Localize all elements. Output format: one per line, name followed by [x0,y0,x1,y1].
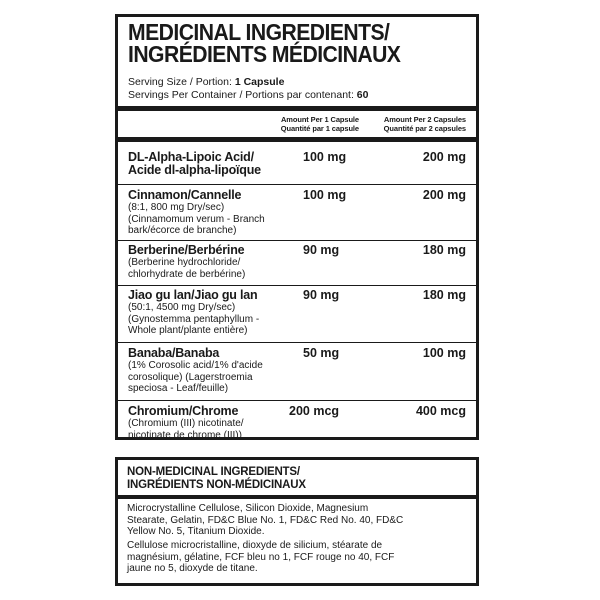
amount-2-capsules: 180 mg [422,288,466,302]
ingredient-name: Banaba/Banaba [128,346,220,360]
servings-value: 60 [356,89,369,101]
row-divider [118,184,476,185]
non-medicinal-title [127,466,306,492]
ingredient-name: Jiao gu lan/Jiao gu lan [128,288,258,302]
amount-2-capsules: 180 mg [422,243,466,257]
ingredient-description [128,257,245,280]
non-medicinal-ingredients-panel [115,457,479,586]
ingredient-name [128,151,261,177]
ingredient-description [128,418,244,441]
row-divider [118,342,476,343]
ingredient-description [128,360,263,395]
ingredient-description [128,302,259,337]
medicinal-title-fr: INGRÉDIENTS MÉDICINAUX [128,41,401,67]
description-line: (Gynostemma pentaphyllum - [128,313,260,325]
non-medicinal-list-fr [127,540,394,575]
amount-2-capsules: 200 mg [422,188,466,202]
amount-2-capsules: 100 mg [422,346,466,360]
medicinal-ingredients-panel [115,14,479,440]
medicinal-title [128,21,400,65]
list-line: magnésium, gélatine, FCF bleu no 1, FCF rouge no 40, FCF [127,551,395,563]
amount-1-capsule: 200 mcg [289,404,340,418]
column-header-1-capsule [281,115,359,133]
column-header-2-en: Amount Per 2 Capsules [383,115,466,124]
description-line: (Chromium (III) nicotinate/ [128,418,244,429]
row-divider [118,240,476,241]
description-line: Whole plant/plante entière) [128,325,248,336]
serving-size-label: Serving Size / Portion: [128,76,232,88]
non-medicinal-list-en [127,503,403,538]
description-line: (8:1, 800 mg Dry/sec) [128,202,225,213]
ingredient-name: Berberine/Berbérine [128,243,245,257]
row-divider [118,285,476,286]
amount-2-capsules: 200 mg [422,150,466,164]
ingredient-name: Cinnamon/Cannelle [128,188,242,202]
ingredient-name: Chromium/Chrome [128,404,239,418]
non-medicinal-title-fr: INGRÉDIENTS NON-MÉDICINAUX [127,479,306,491]
column-header-2-fr: Quantité par 2 capsules [383,124,466,133]
medicinal-title-en: MEDICINAL INGREDIENTS/ [128,19,390,45]
description-line: corosolique) (Lagerstroemia [128,371,253,383]
amount-1-capsule: 100 mg [303,188,347,202]
divider-thick-header [118,137,476,142]
non-medicinal-title-en: NON-MEDICINAL INGREDIENTS/ [127,466,300,478]
description-line: (1% Corosolic acid/1% d'acide [128,360,263,371]
amount-1-capsule: 100 mg [303,150,347,164]
divider-thick-nonmed [118,495,476,499]
ingredient-description [128,202,265,237]
list-line: Cellulose microcristalline, dioxyde de silicium, stéarate de [127,540,383,551]
column-header-2-capsules [384,115,466,133]
description-line: speciosa - Leaf/feuille) [128,383,229,394]
amount-1-capsule: 50 mg [303,346,340,360]
column-header-1-fr: Quantité par 1 capsule [280,124,359,133]
ingredient-name-en: DL-Alpha-Lipoic Acid/ [128,150,254,164]
list-line: jaune no 5, dioxyde de titane. [127,563,258,574]
servings-per-container [128,89,368,102]
list-line: Stearate, Gelatin, FD&C Blue No. 1, FD&C Red No. 40, FD&C [127,514,404,526]
row-divider [118,400,476,401]
list-line: Microcrystalline Cellulose, Silicon Dioxide, Magnesium [127,503,369,514]
description-line: (Cinnamomum verum - Branch [128,213,265,225]
servings-label: Servings Per Container / Portions par contenant: [128,89,354,101]
column-header-1-en: Amount Per 1 Capsule [280,115,359,124]
amount-1-capsule: 90 mg [303,288,340,302]
serving-size [128,76,368,89]
list-line: Yellow No. 5, Titanium Dioxide. [127,526,265,537]
description-line: chlorhydrate de berbérine) [128,268,246,280]
serving-info [128,76,368,102]
description-line: (Berberine hydrochloride/ [128,257,241,268]
ingredient-name-fr: Acide dl-alpha-lipoïque [128,163,261,177]
divider-thick-top [118,106,476,111]
description-line: nicotinate de chrome (III)) [128,429,242,441]
serving-size-value: 1 Capsule [234,76,285,88]
amount-1-capsule: 90 mg [303,243,340,257]
description-line: bark/écorce de branche) [128,225,237,236]
amount-2-capsules: 400 mcg [415,404,466,418]
description-line: (50:1, 4500 mg Dry/sec) [128,302,236,313]
